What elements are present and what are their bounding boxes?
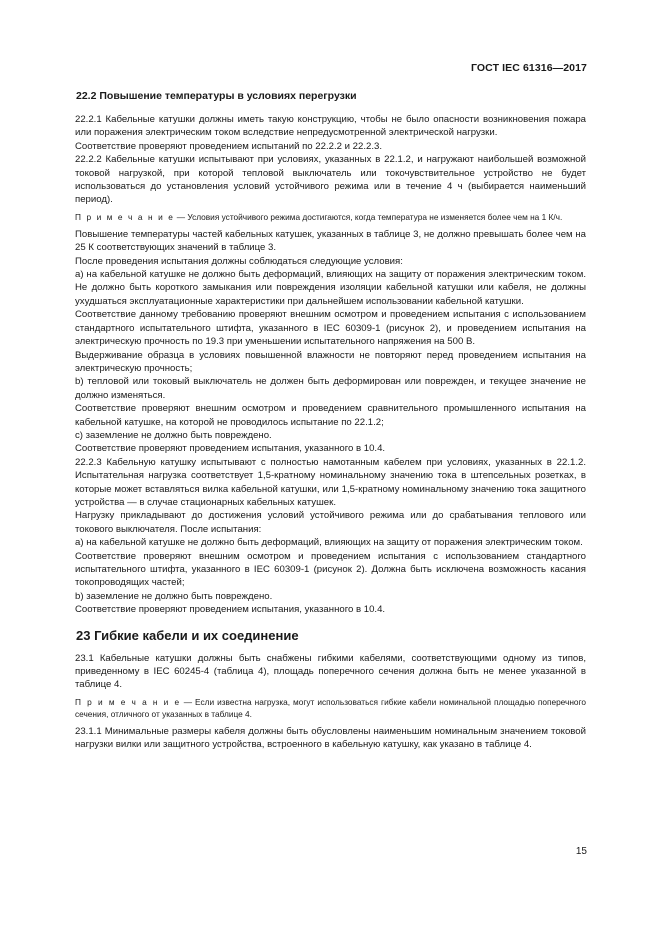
section-23-title: 23 Гибкие кабели и их соединение	[76, 627, 299, 643]
section-22-2-paragraphs-a	[75, 113, 586, 207]
paragraph: 23.1.1 Минимальные размеры кабеля должны быть обусловлены наименьшим номинальным значением токовой нагрузки вилки или защитного устройства, встроенного в кабельную катушку, как указано в таблице 4.	[75, 725, 586, 751]
paragraph: Соответствие проверяют проведением испытаний по 22.2.2 и 22.2.3.	[75, 140, 382, 152]
note-known-load	[75, 696, 586, 720]
paragraph: Соответствие проверяют внешним осмотром и проведением испытания с использованием стандартного испытательного штифта, указанного в IEC 60309-1 (рисунок 2). Должна быть исключена возможность касания токопроводящих частей;	[75, 550, 586, 589]
paragraph: 23.1 Кабельные катушки должны быть снабжены гибкими кабелями, соответствующими одному из типов, приведенному в IEC 60245-4 (таблица 4), площадь поперечного сечения должна быть не менее указанной в таблице 4.	[75, 652, 586, 691]
page-content	[75, 90, 586, 752]
note-text: — Если известна нагрузка, могут использоваться гибкие кабели номинальной площадью поперечного сечения, отличного от указанных в таблице 4.	[75, 696, 586, 719]
paragraph: 22.2.1 Кабельные катушки должны иметь такую конструкцию, чтобы не было опасности возникновения пожара или поражения электрическим током вследствие непредусмотренной электрической нагрузки.	[75, 114, 586, 139]
paragraph: Соответствие проверяют проведением испытания, указанного в 10.4.	[75, 443, 386, 455]
page-number: 15	[575, 846, 587, 857]
note-label: П р и м е ч а н и е	[75, 211, 175, 222]
paragraph: а) на кабельной катушке не должно быть деформаций, влияющих на защиту от поражения электрическим током. Не должно быть короткого замыкания или повреждения изоляции кабельной катушки или кабеля, не должны ухудшаться эксплуатационные характеристики при дальнейшем использовании кабельной катушки.	[75, 269, 586, 307]
section-22-2-paragraphs-b	[75, 228, 586, 617]
paragraph: b) тепловой или токовый выключатель не должен быть деформирован или поврежден, и текущее значение не должно изменяться.	[75, 376, 586, 401]
paragraph: b) заземление не должно быть повреждено.	[75, 590, 273, 602]
note-text: — Условия устойчивого режима достигаются, когда температура не изменяется более чем на 1 К/ч.	[174, 211, 563, 222]
paragraph: После проведения испытания должны соблюдаться следующие условия:	[75, 255, 403, 267]
paragraph: Соответствие проверяют проведением испытания, указанного в 10.4.	[75, 604, 386, 616]
paragraph: а) на кабельной катушке не должно быть деформаций, влияющих на защиту от поражения электрическим током.	[75, 537, 583, 549]
standard-header: ГОСТ IEC 61316—2017	[470, 62, 587, 74]
note-label: П р и м е ч а н и е	[75, 696, 181, 707]
note-steady-state	[75, 211, 586, 223]
paragraph: 22.2.2 Кабельные катушки испытывают при условиях, указанных в 22.1.2, и нагружают наибольшей возможной токовой нагрузкой, при которой тепловой выключатель или токочувствительное устройство не будет использоваться до установления условий устойчивого режима или в течение 4 ч (выбирается наименьший период).	[75, 154, 586, 206]
paragraph: 22.2.3 Кабельную катушку испытывают с полностью намотанным кабелем при условиях, указанных в 22.1.2. Испытательная нагрузка соответствует 1,5-кратному номинальному значению тока в штепсельных розетках, в которые может вставляться вилка кабельной катушки, или 1,5-кратному номинальному значению тока защитного устройства — в случае стационарных кабельных катушек.	[75, 456, 586, 508]
paragraph: Соответствие проверяют внешним осмотром и проведением сравнительного промышленного испытания на кабельной катушке, на которой не проводилось испытание по 22.1.2;	[75, 403, 586, 428]
section-22-2-title: 22.2 Повышение температуры в условиях перегрузки	[76, 90, 357, 102]
paragraph: Соответствие данному требованию проверяют внешним осмотром и проведением испытания с использованием стандартного испытательного штифта, указанного в IEC 60309-1 (рисунок 2), и проведением испытания на электрическую прочность по 19.3 при уменьшении испытательного напряжения на 500 В.	[75, 309, 586, 348]
paragraph: c) заземление не должно быть повреждено.	[75, 429, 272, 441]
paragraph: Выдерживание образца в условиях повышенной влажности не повторяют перед проведением испытания на электрическую прочность;	[75, 349, 586, 374]
paragraph: Повышение температуры частей кабельных катушек, указанных в таблице 3, не должно превышать более чем на 25 К соответствующих значений в таблице 3.	[75, 228, 586, 254]
paragraph: Нагрузку прикладывают до достижения условий устойчивого режима или до срабатывания теплового или токового выключателя. После испытания:	[75, 510, 586, 535]
